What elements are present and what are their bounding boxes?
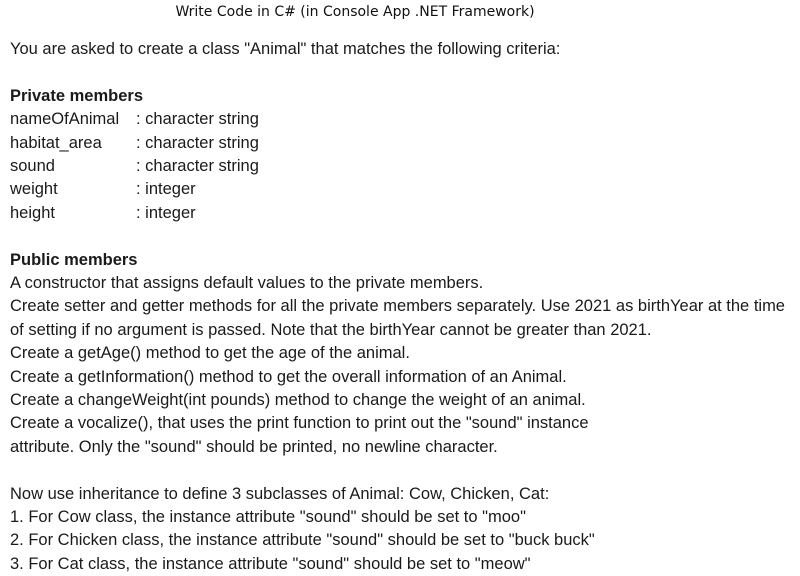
- private-members-title: Private members: [10, 86, 143, 105]
- public-members-list: [10, 272, 800, 459]
- spacer: [10, 61, 800, 84]
- member-name: nameOfAnimal: [10, 110, 120, 129]
- member-name: sound: [10, 157, 55, 176]
- inheritance-intro: Now use inheritance to define 3 subclasses of Animal: Cow, Chicken, Cat:: [10, 484, 550, 503]
- member-row: [10, 178, 800, 201]
- member-name: habitat_area: [10, 133, 102, 152]
- member-row: [10, 155, 800, 178]
- member-type: : character string: [136, 133, 259, 152]
- public-member-line: attribute. Only the "sound" should be printed, no newline character.: [10, 437, 498, 456]
- member-type: : character string: [136, 110, 259, 129]
- member-type: : integer: [136, 180, 196, 199]
- private-members-list: [10, 108, 800, 225]
- public-member-line: A constructor that assigns default values to the private members.: [10, 274, 484, 293]
- list-item: 2. For Chicken class, the instance attribute "sound" should be set to "buck buck": [10, 531, 595, 550]
- member-row: [10, 132, 800, 155]
- spacer: [10, 225, 800, 248]
- public-member-line: Create setter and getter methods for all the private members separately. Use 2021 as birthYear at the time of setting if no argument is passed. Note that the birthYear cannot be greater than 2021.: [10, 297, 785, 339]
- document-body: [10, 38, 800, 576]
- list-item: 3. For Cat class, the instance attribute "sound" should be set to "meow": [10, 554, 531, 573]
- member-row: [10, 108, 800, 131]
- public-member-line: Create a vocalize(), that uses the print function to print out the "sound" instance: [10, 414, 589, 433]
- page-heading: Write Code in C# (in Console App .NET Framework): [175, 4, 535, 20]
- public-member-line: Create a changeWeight(int pounds) method to change the weight of an animal.: [10, 391, 586, 410]
- public-members-title: Public members: [10, 250, 138, 269]
- member-row: [10, 202, 800, 225]
- member-type: : character string: [136, 157, 259, 176]
- member-name: weight: [10, 180, 58, 199]
- member-name: height: [10, 203, 55, 222]
- public-member-line: Create a getInformation() method to get the overall information of an Animal.: [10, 367, 567, 386]
- subclass-list: [10, 506, 800, 576]
- list-item: 1. For Cow class, the instance attribute "sound" should be set to "moo": [10, 508, 526, 527]
- member-type: : integer: [136, 203, 196, 222]
- intro-text: You are asked to create a class "Animal" that matches the following criteria:: [10, 40, 561, 58]
- spacer: [10, 459, 800, 482]
- public-member-line: Create a getAge() method to get the age of the animal.: [10, 344, 410, 363]
